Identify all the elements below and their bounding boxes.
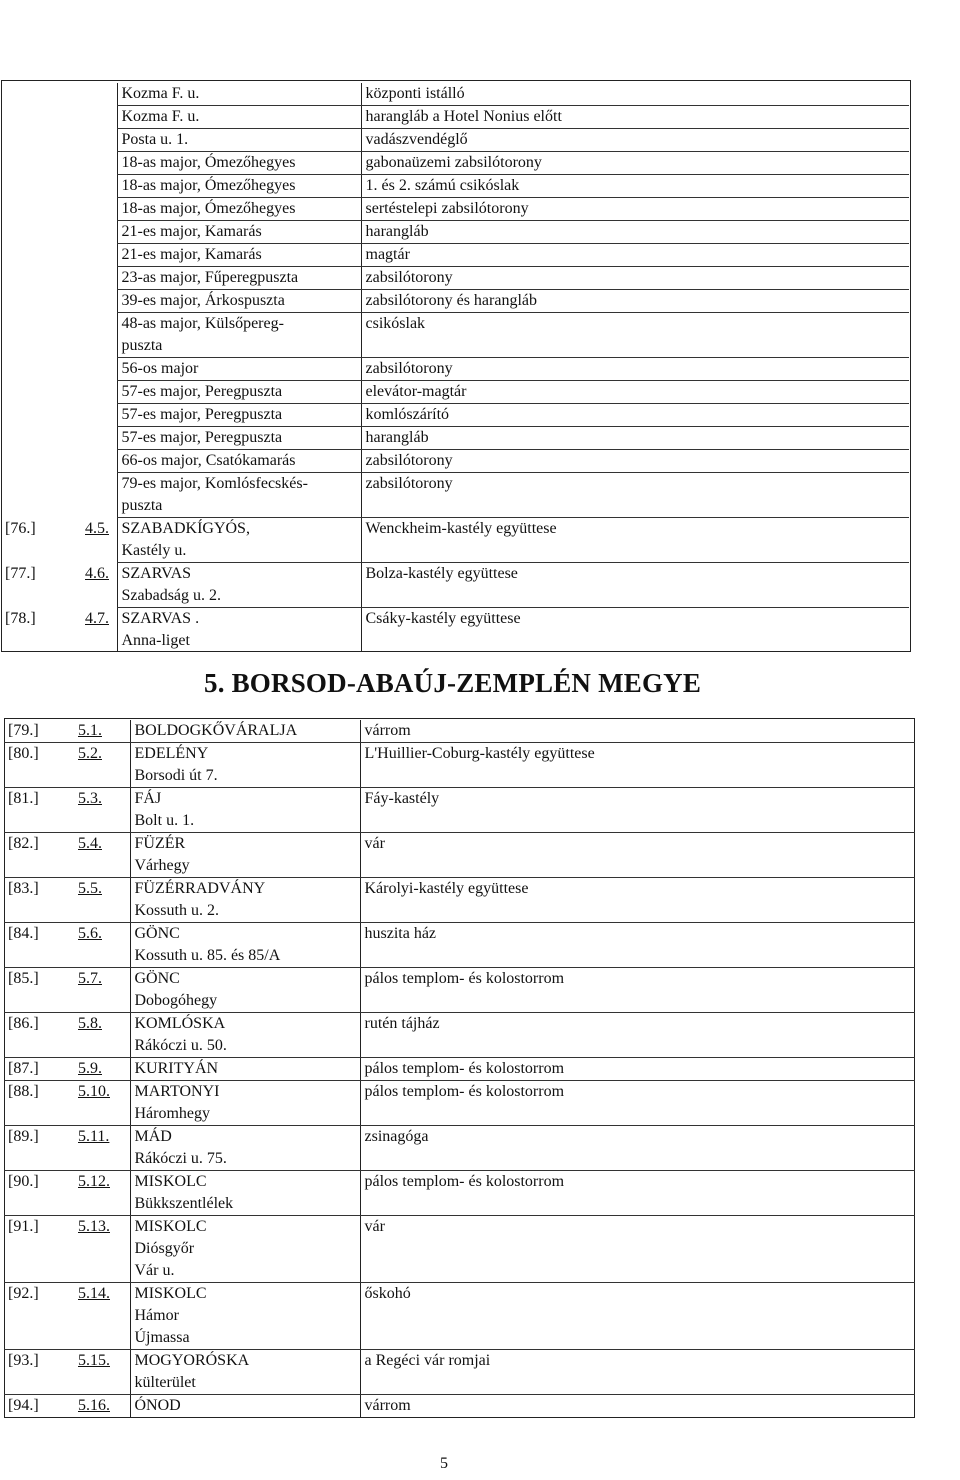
location-name: GÖNC [134, 925, 180, 942]
row-reference: 5.5. [78, 880, 102, 897]
row-number [1, 106, 81, 129]
row-number: [88.] [4, 1081, 74, 1126]
location-cell [117, 404, 361, 427]
reference-cell [74, 1171, 130, 1216]
row-number [1, 267, 81, 290]
reference-cell [81, 563, 117, 608]
location-name: Posta u. 1. [121, 131, 189, 148]
row-number: [79.] [4, 720, 74, 743]
table-row [1, 221, 909, 244]
location-detail: puszta [121, 497, 163, 514]
location-detail: Újmassa [134, 1329, 190, 1346]
location-name: FÁJ [134, 790, 162, 807]
location-detail: Kossuth u. 85. és 85/A [134, 947, 281, 964]
row-reference: 5.11. [78, 1128, 110, 1145]
monument-name: csikóslak [361, 313, 909, 358]
table-row [4, 1283, 915, 1350]
table-row [4, 923, 915, 968]
reference-cell [81, 198, 117, 221]
monument-name: pálos templom- és kolostorrom [360, 1171, 915, 1216]
monument-name: zabsilótorony és harangláb [361, 290, 909, 313]
reference-cell [74, 1350, 130, 1395]
table-row [4, 1058, 915, 1081]
table-row [1, 198, 909, 221]
reference-cell [74, 720, 130, 743]
monument-name: zabsilótorony [361, 450, 909, 473]
row-number: [82.] [4, 833, 74, 878]
row-reference: 4.6. [85, 564, 109, 582]
location-cell [130, 1350, 360, 1395]
monument-name: központi istálló [361, 83, 909, 106]
location-detail: Várhegy [134, 857, 190, 874]
row-number [1, 427, 81, 450]
reference-cell [74, 788, 130, 833]
row-number: [92.] [4, 1283, 74, 1350]
location-detail: Szabadság u. 2. [121, 587, 222, 604]
monument-name: várrom [360, 720, 915, 743]
row-number: [84.] [4, 923, 74, 968]
row-reference: 5.6. [78, 925, 102, 942]
location-name: ÓNOD [134, 1397, 181, 1414]
location-name: MOGYORÓSKA [134, 1352, 250, 1369]
location-name: SZARVAS . [121, 610, 200, 627]
row-number [1, 473, 81, 518]
table-row [1, 608, 909, 653]
location-detail: Vár u. [134, 1262, 175, 1279]
monument-name: vadászvendéglő [361, 129, 909, 152]
row-number: [93.] [4, 1350, 74, 1395]
location-name: FÜZÉRRADVÁNY [134, 880, 266, 897]
location-name: SZARVAS [121, 565, 192, 582]
location-name: 18-as major, Ómezőhegyes [121, 200, 296, 217]
row-reference: 5.10. [78, 1083, 110, 1100]
location-cell [130, 923, 360, 968]
location-cell [130, 1395, 360, 1418]
table-row [1, 358, 909, 381]
location-name: 57-es major, Peregpuszta [121, 406, 283, 423]
location-detail: Rákóczi u. 75. [134, 1150, 227, 1167]
table-row [4, 968, 915, 1013]
table-row [1, 129, 909, 152]
location-detail: Dobogóhegy [134, 992, 218, 1009]
row-reference: 5.13. [78, 1218, 110, 1235]
location-cell [130, 720, 360, 743]
reference-cell [74, 1081, 130, 1126]
location-name: MISKOLC [134, 1173, 207, 1190]
reference-cell [74, 1216, 130, 1283]
location-detail: Hámor [134, 1307, 179, 1324]
row-number: [80.] [4, 743, 74, 788]
reference-cell [74, 1283, 130, 1350]
table-row [4, 1216, 915, 1283]
monument-name: 1. és 2. számú csikóslak [361, 175, 909, 198]
monument-name: huszita ház [360, 923, 915, 968]
row-reference: 5.2. [78, 745, 102, 762]
table-row [1, 106, 909, 129]
table-row [1, 427, 909, 450]
reference-cell [81, 267, 117, 290]
location-cell [117, 221, 361, 244]
row-number: [91.] [4, 1216, 74, 1283]
monument-name: harangláb a Hotel Nonius előtt [361, 106, 909, 129]
location-name: 23-as major, Fűperegpuszta [121, 269, 299, 286]
location-cell [117, 106, 361, 129]
location-cell [117, 608, 361, 653]
row-number [1, 244, 81, 267]
table-row [4, 833, 915, 878]
monument-name: harangláb [361, 427, 909, 450]
monument-name: elevátor-magtár [361, 381, 909, 404]
table-row [1, 290, 909, 313]
location-detail: puszta [121, 337, 163, 354]
reference-cell [81, 358, 117, 381]
row-reference: 5.16. [78, 1397, 110, 1414]
location-name: MISKOLC [134, 1218, 207, 1235]
location-detail: külterület [134, 1374, 196, 1391]
location-cell [117, 427, 361, 450]
row-number [1, 404, 81, 427]
monument-name: magtár [361, 244, 909, 267]
row-number [1, 175, 81, 198]
row-reference: 5.12. [78, 1173, 110, 1190]
row-number: [86.] [4, 1013, 74, 1058]
row-number [1, 129, 81, 152]
table-row [1, 563, 909, 608]
monument-name: pálos templom- és kolostorrom [360, 1081, 915, 1126]
reference-cell [81, 381, 117, 404]
section-title: 5. BORSOD-ABAÚJ-ZEMPLÉN MEGYE [204, 668, 702, 698]
reference-cell [74, 743, 130, 788]
location-cell [117, 290, 361, 313]
table-row [1, 450, 909, 473]
table-row [1, 404, 909, 427]
reference-cell [81, 427, 117, 450]
location-name: EDELÉNY [134, 745, 209, 762]
reference-cell [81, 83, 117, 106]
reference-cell [81, 518, 117, 563]
row-number: [85.] [4, 968, 74, 1013]
reference-cell [74, 833, 130, 878]
location-detail: Bükkszentlélek [134, 1195, 234, 1212]
location-detail: Rákóczi u. 50. [134, 1037, 227, 1054]
reference-cell [81, 244, 117, 267]
reference-cell [74, 968, 130, 1013]
location-cell [117, 175, 361, 198]
location-detail: Kastély u. [121, 542, 187, 559]
location-name: 57-es major, Peregpuszta [121, 429, 283, 446]
row-number: [90.] [4, 1171, 74, 1216]
monument-name: Wenckheim-kastély együttese [361, 518, 909, 563]
location-cell [130, 788, 360, 833]
monument-name: gabonaüzemi zabsilótorony [361, 152, 909, 175]
location-name: 18-as major, Ómezőhegyes [121, 177, 296, 194]
location-cell [130, 1081, 360, 1126]
row-number: [81.] [4, 788, 74, 833]
location-cell [117, 473, 361, 518]
location-name: SZABADKÍGYÓS, [121, 520, 250, 537]
location-detail: Diósgyőr [134, 1240, 195, 1257]
reference-cell [81, 313, 117, 358]
location-cell [117, 381, 361, 404]
location-name: MARTONYI [134, 1083, 220, 1100]
table-row [4, 1013, 915, 1058]
reference-cell [74, 878, 130, 923]
location-cell [130, 833, 360, 878]
row-number: [78.] [5, 609, 36, 627]
location-detail: Háromhegy [134, 1105, 211, 1122]
location-name: 39-es major, Árkospuszta [121, 292, 285, 309]
monument-name: vár [360, 1216, 915, 1283]
reference-cell [74, 923, 130, 968]
monument-name: harangláb [361, 221, 909, 244]
table-row [1, 381, 909, 404]
reference-cell [74, 1126, 130, 1171]
location-name: 21-es major, Kamarás [121, 223, 262, 240]
location-cell [130, 878, 360, 923]
reference-cell [81, 106, 117, 129]
row-reference: 5.8. [78, 1015, 102, 1032]
reference-cell [81, 221, 117, 244]
reference-cell [81, 473, 117, 518]
table-row [4, 1350, 915, 1395]
table-row [1, 267, 909, 290]
monument-name: pálos templom- és kolostorrom [360, 968, 915, 1013]
location-cell [117, 518, 361, 563]
location-cell [117, 83, 361, 106]
row-number [1, 290, 81, 313]
row-reference: 5.15. [78, 1352, 110, 1369]
location-cell [117, 267, 361, 290]
location-name: 48-as major, Külsőpereg- [121, 315, 284, 332]
table-row [4, 1081, 915, 1126]
location-name: 21-es major, Kamarás [121, 246, 262, 263]
reference-cell [81, 152, 117, 175]
table-row [1, 518, 909, 563]
table-row [4, 743, 915, 788]
page-number: 5 [440, 1455, 448, 1472]
monument-name: rutén tájház [360, 1013, 915, 1058]
monument-name: L'Huillier-Coburg-kastély együttese [360, 743, 915, 788]
row-reference: 5.14. [78, 1285, 110, 1302]
location-detail: Bolt u. 1. [134, 812, 195, 829]
table-row [1, 175, 909, 198]
monument-name: Csáky-kastély együttese [361, 608, 909, 653]
row-number [1, 152, 81, 175]
location-name: MÁD [134, 1128, 172, 1145]
row-reference: 5.3. [78, 790, 102, 807]
location-cell [130, 1216, 360, 1283]
row-number: [87.] [4, 1058, 74, 1081]
monument-name: zabsilótorony [361, 358, 909, 381]
row-number: [77.] [5, 564, 36, 582]
location-name: MISKOLC [134, 1285, 207, 1302]
row-number [1, 198, 81, 221]
table-row [4, 878, 915, 923]
row-reference: 5.7. [78, 970, 102, 987]
monument-name: pálos templom- és kolostorrom [360, 1058, 915, 1081]
table-row [1, 83, 909, 106]
bottom-table [4, 720, 915, 1417]
location-name: Kozma F. u. [121, 85, 200, 102]
reference-cell [74, 1058, 130, 1081]
row-number [1, 358, 81, 381]
row-reference: 4.7. [85, 609, 109, 627]
row-number [1, 381, 81, 404]
monument-name: a Regéci vár romjai [360, 1350, 915, 1395]
location-name: Kozma F. u. [121, 108, 200, 125]
row-reference: 5.9. [78, 1060, 102, 1077]
location-cell [117, 129, 361, 152]
location-name: BOLDOGKŐVÁRALJA [134, 722, 298, 739]
location-cell [130, 1283, 360, 1350]
location-name: KOMLÓSKA [134, 1015, 226, 1032]
location-name: GÖNC [134, 970, 180, 987]
row-number: [83.] [4, 878, 74, 923]
monument-name: zabsilótorony [361, 473, 909, 518]
location-cell [117, 450, 361, 473]
row-reference: 5.1. [78, 722, 102, 739]
reference-cell [81, 404, 117, 427]
reference-cell [81, 290, 117, 313]
top-table [1, 83, 909, 652]
reference-cell [74, 1013, 130, 1058]
table-row [4, 1126, 915, 1171]
row-number: [94.] [8, 1397, 39, 1414]
table-row [4, 720, 915, 743]
location-cell [130, 743, 360, 788]
location-name: FÜZÉR [134, 835, 186, 852]
location-detail: Borsodi út 7. [134, 767, 218, 784]
location-name: 18-as major, Ómezőhegyes [121, 154, 296, 171]
location-cell [130, 968, 360, 1013]
location-cell [117, 313, 361, 358]
location-name: 56-os major [121, 360, 199, 377]
location-cell [117, 358, 361, 381]
reference-cell [81, 129, 117, 152]
location-cell [130, 1058, 360, 1081]
monument-name: komlószárító [361, 404, 909, 427]
reference-cell [81, 175, 117, 198]
table-row [1, 313, 909, 358]
reference-cell [74, 1395, 130, 1418]
table-row [4, 788, 915, 833]
monument-name: várrom [360, 1395, 915, 1418]
monument-name: Károlyi-kastély együttese [360, 878, 915, 923]
monument-name: zabsilótorony [361, 267, 909, 290]
monument-name: sertéstelepi zabsilótorony [361, 198, 909, 221]
row-number: [76.] [5, 519, 36, 537]
table-row [4, 1395, 915, 1418]
row-number [1, 313, 81, 358]
location-name: 66-os major, Csatókamarás [121, 452, 296, 469]
location-cell [130, 1171, 360, 1216]
monument-name: Bolza-kastély együttese [361, 563, 909, 608]
location-name: 79-es major, Komlósfecskés- [121, 475, 308, 492]
row-number [1, 83, 81, 106]
location-name: 57-es major, Peregpuszta [121, 383, 283, 400]
row-number: [89.] [4, 1126, 74, 1171]
table-row [4, 1171, 915, 1216]
monument-name: Fáy-kastély [360, 788, 915, 833]
location-cell [130, 1013, 360, 1058]
location-cell [117, 152, 361, 175]
location-cell [117, 244, 361, 267]
reference-cell [81, 450, 117, 473]
table-row [1, 244, 909, 267]
monument-name: vár [360, 833, 915, 878]
location-cell [117, 198, 361, 221]
reference-cell [81, 608, 117, 653]
table-row [1, 473, 909, 518]
location-detail: Kossuth u. 2. [134, 902, 219, 919]
location-detail: Anna-liget [121, 632, 190, 649]
location-cell [117, 563, 361, 608]
monument-name: zsinagóga [360, 1126, 915, 1171]
monument-name: őskohó [360, 1283, 915, 1350]
location-cell [130, 1126, 360, 1171]
row-reference: 4.5. [85, 519, 109, 537]
row-number [1, 221, 81, 244]
row-reference: 5.4. [78, 835, 102, 852]
location-name: KURITYÁN [134, 1060, 219, 1077]
row-number [1, 450, 81, 473]
table-row [1, 152, 909, 175]
